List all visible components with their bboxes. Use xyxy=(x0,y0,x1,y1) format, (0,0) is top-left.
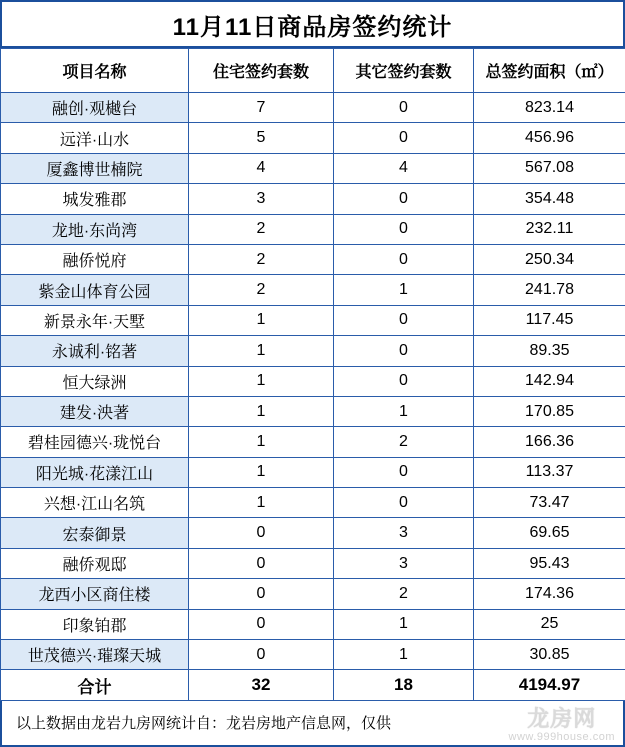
signing-statistics-table xyxy=(0,48,625,701)
table-row xyxy=(1,153,625,183)
footer-note: 以上数据由龙岩九房网统计自：龙岩房地产信息网，仅供 xyxy=(16,712,391,733)
cell-residential-count: 1 xyxy=(189,366,334,396)
cell-other-count: 1 xyxy=(334,396,474,426)
table-body xyxy=(1,93,625,701)
cell-total-area: 113.37 xyxy=(474,457,625,487)
cell-project-name: 厦鑫博世楠院 xyxy=(1,153,189,183)
cell-project-name: 融创·观樾台 xyxy=(1,93,189,123)
cell-other-count: 1 xyxy=(334,275,474,305)
cell-residential-count: 2 xyxy=(189,214,334,244)
cell-total-area: 166.36 xyxy=(474,427,625,457)
table-row xyxy=(1,640,625,670)
cell-project-name: 融侨观邸 xyxy=(1,548,189,578)
cell-other-count: 0 xyxy=(334,93,474,123)
cell-total-area: 89.35 xyxy=(474,336,625,366)
table-row xyxy=(1,396,625,426)
cell-other-count: 4 xyxy=(334,153,474,183)
cell-project-name: 永诚利·铭著 xyxy=(1,336,189,366)
cell-other-count: 1 xyxy=(334,640,474,670)
table-row xyxy=(1,488,625,518)
table-row xyxy=(1,123,625,153)
watermark xyxy=(509,702,615,743)
cell-project-name: 紫金山体育公园 xyxy=(1,275,189,305)
cell-other-count: 0 xyxy=(334,305,474,335)
cell-project-name: 远洋·山水 xyxy=(1,123,189,153)
table-row xyxy=(1,579,625,609)
cell-total-area: 456.96 xyxy=(474,123,625,153)
cell-total-area: 174.36 xyxy=(474,579,625,609)
cell-other-count: 0 xyxy=(334,123,474,153)
cell-project-name: 龙地·东尚湾 xyxy=(1,214,189,244)
cell-project-name: 阳光城·花漾江山 xyxy=(1,457,189,487)
table-header xyxy=(1,49,625,93)
cell-other-count: 0 xyxy=(334,488,474,518)
cell-residential-count: 7 xyxy=(189,93,334,123)
cell-residential-count: 0 xyxy=(189,609,334,639)
cell-total-area: 117.45 xyxy=(474,305,625,335)
cell-residential-count: 1 xyxy=(189,396,334,426)
cell-residential-count: 1 xyxy=(189,305,334,335)
cell-residential-count: 2 xyxy=(189,244,334,274)
report-title-bar xyxy=(0,0,625,48)
cell-total-area: 250.34 xyxy=(474,244,625,274)
cell-residential-count: 0 xyxy=(189,518,334,548)
table-row xyxy=(1,275,625,305)
cell-project-name: 城发雅郡 xyxy=(1,184,189,214)
cell-project-name: 宏泰御景 xyxy=(1,518,189,548)
cell-residential-count: 5 xyxy=(189,123,334,153)
column-header-other-count: 其它签约套数 xyxy=(334,49,474,93)
cell-project-name: 恒大绿洲 xyxy=(1,366,189,396)
cell-project-name: 融侨悦府 xyxy=(1,244,189,274)
table-row xyxy=(1,214,625,244)
cell-residential-count: 1 xyxy=(189,336,334,366)
cell-residential-count: 4 xyxy=(189,153,334,183)
cell-project-name: 龙西小区商住楼 xyxy=(1,579,189,609)
table-row xyxy=(1,366,625,396)
cell-total-area: 823.14 xyxy=(474,93,625,123)
cell-total-area: 354.48 xyxy=(474,184,625,214)
cell-total-other-count: 18 xyxy=(334,670,474,700)
table-header-row xyxy=(1,49,625,93)
cell-total-area: 95.43 xyxy=(474,548,625,578)
cell-residential-count: 0 xyxy=(189,548,334,578)
cell-total-area: 142.94 xyxy=(474,366,625,396)
cell-total-area: 232.11 xyxy=(474,214,625,244)
watermark-url: www.999house.com xyxy=(509,731,615,743)
cell-other-count: 3 xyxy=(334,518,474,548)
cell-residential-count: 3 xyxy=(189,184,334,214)
cell-residential-count: 0 xyxy=(189,640,334,670)
cell-residential-count: 0 xyxy=(189,579,334,609)
cell-total-area: 170.85 xyxy=(474,396,625,426)
column-header-residential-count: 住宅签约套数 xyxy=(189,49,334,93)
table-row xyxy=(1,184,625,214)
cell-other-count: 0 xyxy=(334,336,474,366)
page-title: 11月11日商品房签约统计 xyxy=(173,7,453,42)
table-row xyxy=(1,244,625,274)
column-header-project-name: 项目名称 xyxy=(1,49,189,93)
column-header-total-area: 总签约面积（㎡） xyxy=(474,49,625,93)
table-total-row xyxy=(1,670,625,700)
table-row xyxy=(1,93,625,123)
cell-other-count: 1 xyxy=(334,609,474,639)
cell-other-count: 0 xyxy=(334,457,474,487)
cell-other-count: 0 xyxy=(334,244,474,274)
cell-project-name: 建发·泱著 xyxy=(1,396,189,426)
cell-residential-count: 1 xyxy=(189,488,334,518)
cell-other-count: 2 xyxy=(334,427,474,457)
table-row xyxy=(1,427,625,457)
cell-total-area: 73.47 xyxy=(474,488,625,518)
cell-other-count: 0 xyxy=(334,184,474,214)
cell-project-name: 新景永年·天墅 xyxy=(1,305,189,335)
table-row xyxy=(1,457,625,487)
cell-residential-count: 2 xyxy=(189,275,334,305)
cell-other-count: 0 xyxy=(334,214,474,244)
table-row xyxy=(1,548,625,578)
cell-total-area: 30.85 xyxy=(474,640,625,670)
cell-total-area: 69.65 xyxy=(474,518,625,548)
cell-total-area-sum: 4194.97 xyxy=(474,670,625,700)
cell-other-count: 3 xyxy=(334,548,474,578)
table-row xyxy=(1,336,625,366)
cell-project-name: 印象铂郡 xyxy=(1,609,189,639)
cell-total-area: 25 xyxy=(474,609,625,639)
watermark-brand: 龙房网 xyxy=(509,702,615,733)
cell-residential-count: 1 xyxy=(189,457,334,487)
cell-project-name: 兴想·江山名筑 xyxy=(1,488,189,518)
cell-other-count: 0 xyxy=(334,366,474,396)
cell-project-name: 碧桂园德兴·珑悦台 xyxy=(1,427,189,457)
table-row xyxy=(1,518,625,548)
cell-residential-count: 1 xyxy=(189,427,334,457)
cell-total-area: 241.78 xyxy=(474,275,625,305)
table-row xyxy=(1,609,625,639)
table-row xyxy=(1,305,625,335)
cell-project-name: 世茂德兴·璀璨天城 xyxy=(1,640,189,670)
footer-note-bar xyxy=(0,701,625,747)
cell-other-count: 2 xyxy=(334,579,474,609)
cell-total-area: 567.08 xyxy=(474,153,625,183)
cell-total-residential-count: 32 xyxy=(189,670,334,700)
cell-total-label: 合计 xyxy=(1,670,189,700)
